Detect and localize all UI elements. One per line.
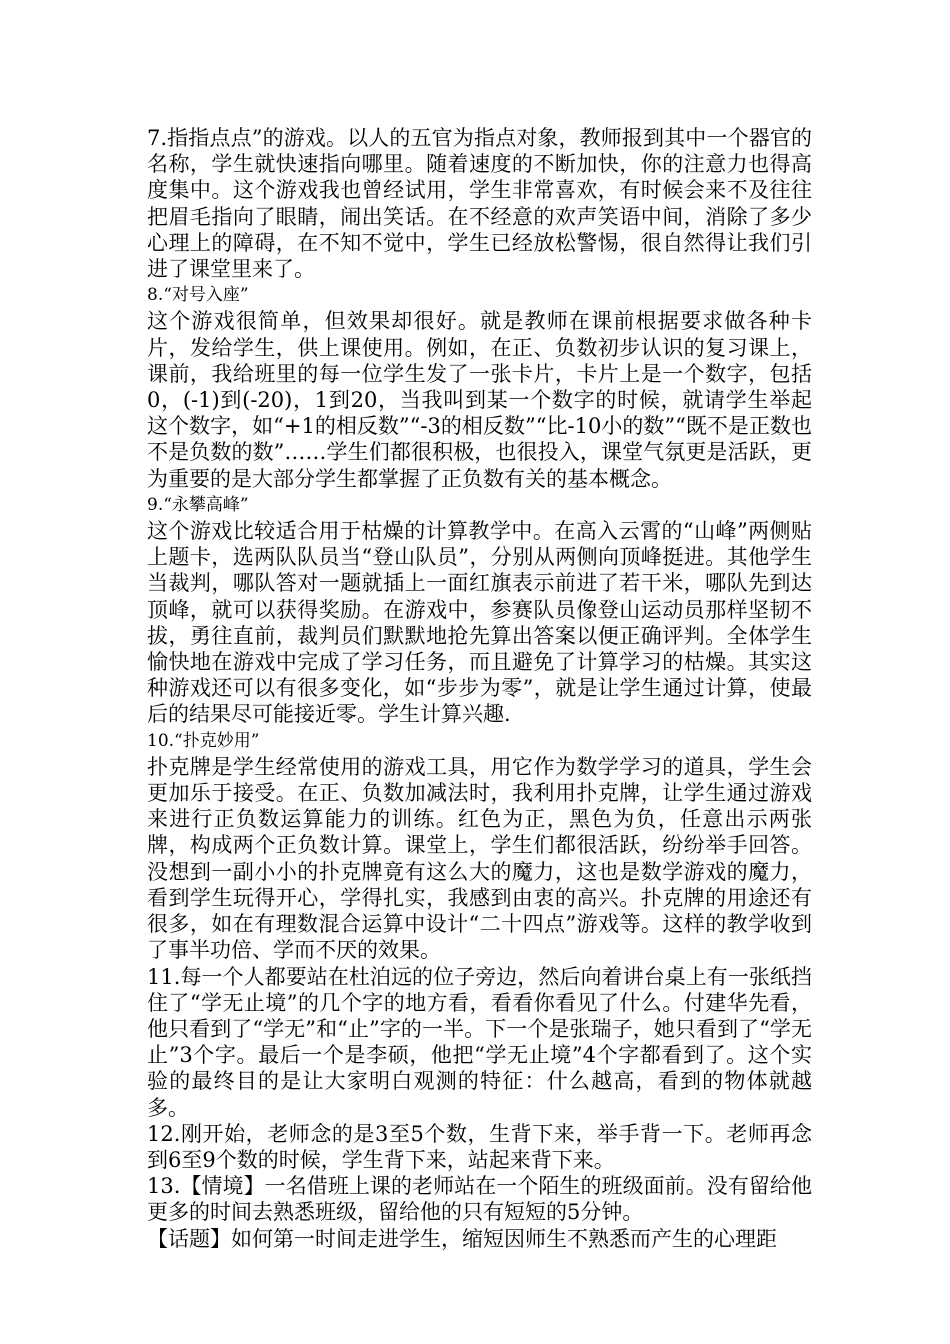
paragraph-game-9: 这个游戏比较适合用于枯燥的计算教学中。在高入云霄的“山峰”两侧贴上题卡，选两队队员当“登山队员”，分别从两侧向顶峰挺进。其他学生当裁判，哪队答对一题就插上一面红旗表示前进了若干米，哪队先到达顶峰，就可以获得奖励。在游戏中，参赛队员像登山运动员那样坚韧不拔，勇往直前，裁判员们默默地抢先算出答案以便正确评判。全体学生愉快地在游戏中完成了学习任务，而且避免了计算学习的枯燥。其实这种游戏还可以有很多变化，如“步步为零”，就是让学生通过计算，使最后的结果尽可能接近零。学生计算兴趣. [147, 519, 812, 727]
paragraph-item-13: 13.【情境】一名借班上课的老师站在一个陌生的班级面前。没有留给他更多的时间去熟悉班级，留给他的只有短短的5分钟。 [147, 1174, 812, 1225]
paragraph-game-8: 这个游戏很简单，但效果却很好。就是教师在课前根据要求做各种卡片，发给学生，供上课使用。例如，在正、负数初步认识的复习课上，课前，我给班里的每一位学生发了一张卡片，卡片上是一个数字，包括0，(-1)到(-20)，1到20，当我叫到某一个数字的时候，就请学生举起这个数字，如“+1的相反数”“-3的相反数”“比-10小的数”“既不是正数也不是负数的数”……学生们都很积极，也很投入，课堂气氛更是活跃，更为重要的是大部分学生都掌握了正负数有关的基本概念。 [147, 309, 812, 491]
paragraph-item-12: 12.刚开始，老师念的是3至5个数，生背下来，举手背一下。老师再念到6至9个数的时候，学生背下来，站起来背下来。 [147, 1121, 812, 1172]
paragraph-game-7: 7.指指点点”的游戏。以人的五官为指点对象，教师报到其中一个器官的名称，学生就快速指向哪里。随着速度的不断加快，你的注意力也得高度集中。这个游戏我也曾经试用，学生非常喜欢，有时候会来不及往往把眉毛指向了眼睛，闹出笑话。在不经意的欢声笑语中间，消除了多少心理上的障碍，在不知不觉中，学生已经放松警惕，很自然得让我们引进了课堂里来了。 [147, 126, 812, 282]
paragraph-topic: 【话题】如何第一时间走进学生，缩短因师生不熟悉而产生的心理距 [147, 1226, 777, 1251]
heading-game-8: 8.“对号入座” [147, 285, 249, 306]
paragraph-game-10: 扑克牌是学生经常使用的游戏工具，用它作为数学学习的道具，学生会更加乐于接受。在正、负数加减法时，我利用扑克牌，让学生通过游戏来进行正负数运算能力的训练。红色为正，黑色为负，任意出示两张牌，构成两个正负数计算。课堂上，学生们都很活跃，纷纷举手回答。没想到一副小小的扑克牌竟有这么大的魔力，这也是数学游戏的魔力，看到学生玩得开心，学得扎实，我感到由衷的高兴。扑克牌的用途还有很多，如在有理数混合运算中设计“二十四点”游戏等。这样的教学收到了事半功倍、学而不厌的效果。 [147, 754, 812, 963]
heading-game-10: 10.“扑克妙用” [147, 730, 260, 751]
paragraph-item-11: 11.每一个人都要站在杜泊远的位子旁边，然后向着讲台桌上有一张纸挡住了“学无止境”的几个字的地方看，看看你看见了什么。付建华先看，他只看到了“学无”和“止”字的一半。下一个是张瑞子，她只看到了“学无止”3个字。最后一个是李硕，他把“学无止境”4个字都看到了。这个实验的最终目的是让大家明白观测的特征：什么越高，看到的物体就越多。 [147, 964, 812, 1120]
heading-game-9: 9.“永攀高峰” [147, 494, 249, 515]
document-body [147, 125, 812, 1252]
